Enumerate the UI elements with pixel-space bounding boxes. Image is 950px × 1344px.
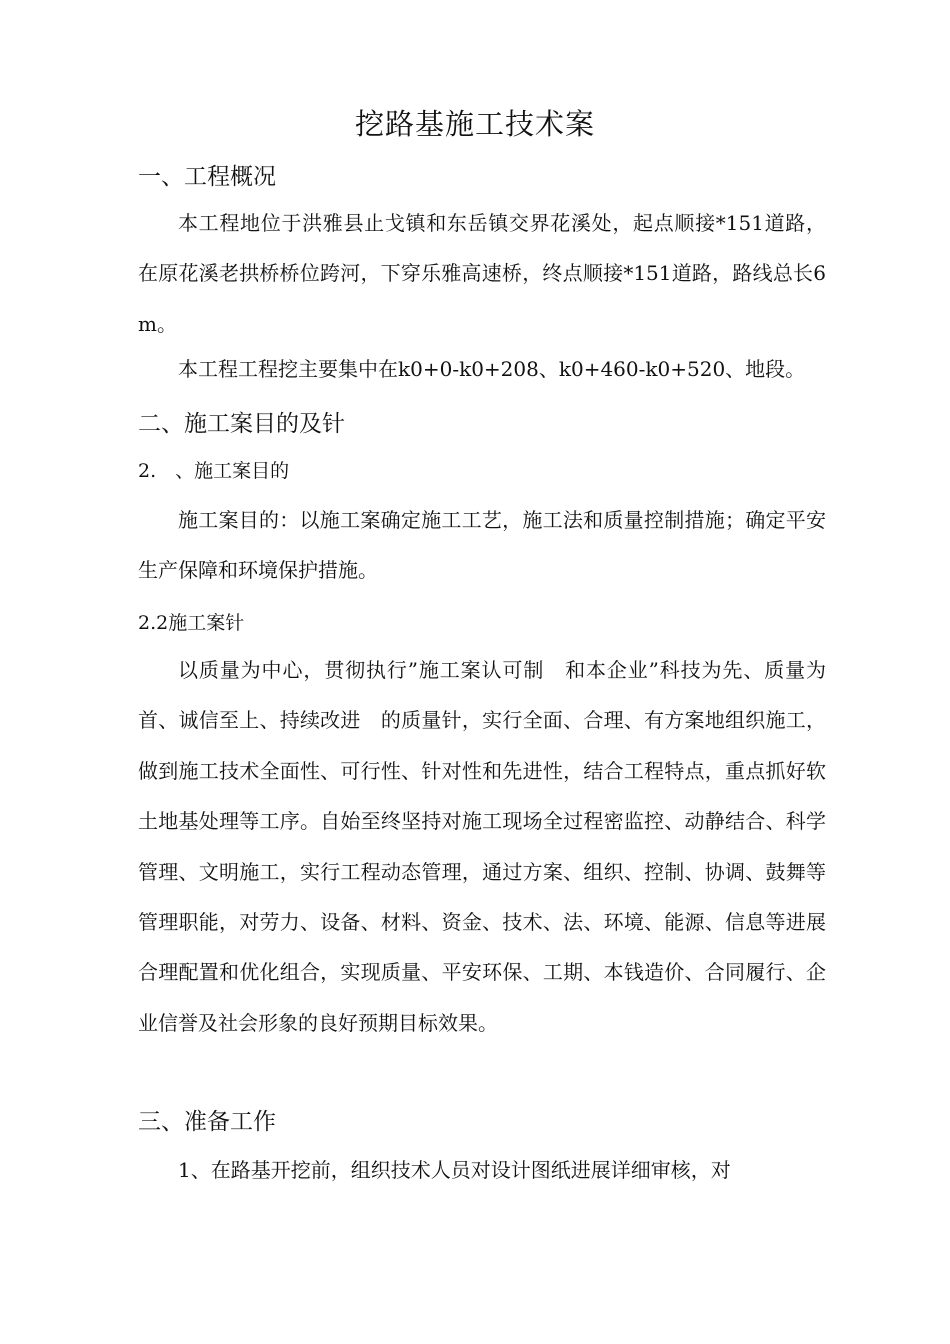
purpose-paragraph: 施工案目的：以施工案确定施工工艺，施工法和质量控制措施；确定平安生产保障和环境保护措施。 [138, 508, 826, 583]
document-title: 挖路基施工技术案 [354, 107, 595, 141]
overview-paragraph-1: 本工程地位于洪雅县止戈镇和东岳镇交界花溪处，起点顺接*151道路，在原花溪老拱桥桥位跨河，下穿乐雅高速桥，终点顺接*151道路，路线总长6m。 [138, 211, 826, 336]
overview-paragraph-2: 本工程工程挖主要集中在k0+0-k0+208、k0+460-k0+520、地段。 [178, 357, 806, 381]
section-heading-purpose: 二、施工案目的及针 [138, 411, 345, 437]
preparation-paragraph-1: 1、在路基开挖前，组织技术人员对设计图纸进展详细审核，对 [178, 1158, 731, 1182]
policy-paragraph: 以质量为中心，贯彻执行”施工案认可制 和本企业”科技为先、质量为首、诚信至上、持续改进 的质量针，实行全面、合理、有方案地组织施工，做到施工技术全面性、可行性、针对性和先进性，结合工程特点，重点抓好软土地基处理等工序。自始至终坚持对施工现场全过程密监控、动静结合、科学管理、文明施工，实行工程动态管理，通过方案、组织、控制、协调、鼓舞等管理职能，对劳力、设备、材料、资金、技术、法、环境、能源、信息等进展合理配置和优化组合，实现质量、平安环保、工期、本钱造价、合同履行、企业信誉及社会形象的良好预期目标效果。 [138, 658, 826, 1035]
section-heading-preparation: 三、准备工作 [138, 1109, 276, 1135]
subsection-heading-purpose: 2. 、施工案目的 [138, 460, 290, 482]
section-heading-overview: 一、工程概况 [138, 164, 276, 190]
subsection-heading-policy: 2.2施工案针 [138, 612, 245, 634]
